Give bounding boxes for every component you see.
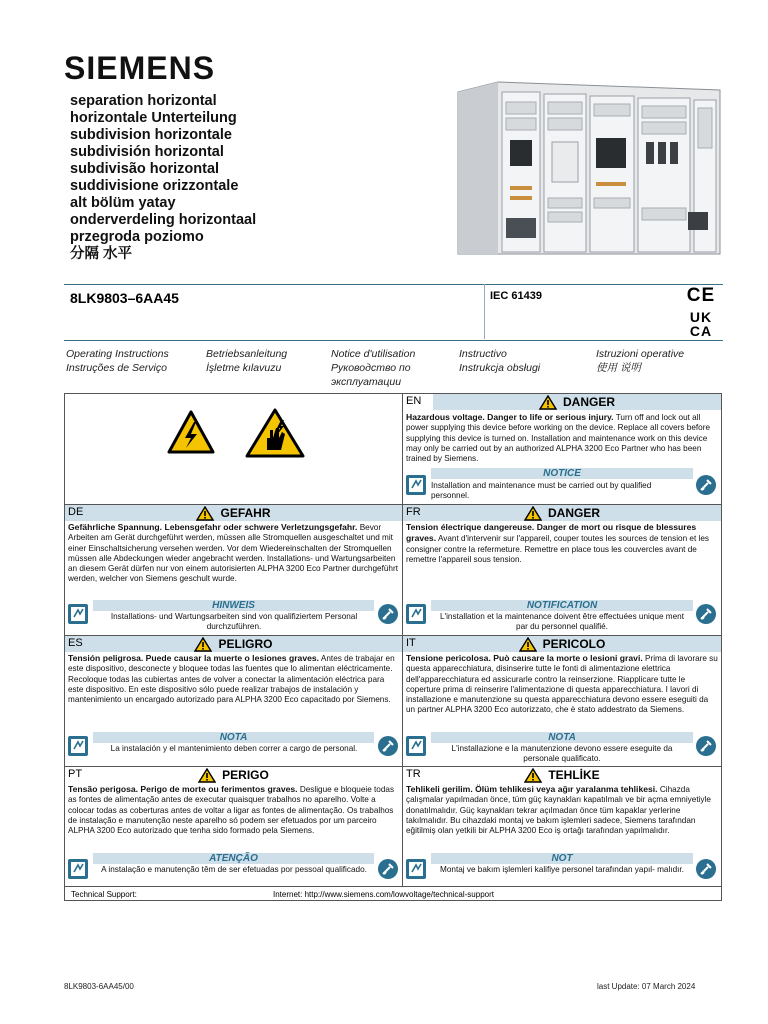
title-en: separation horizontal xyxy=(70,93,217,109)
doc-type-col-5 xyxy=(596,347,720,375)
title-pl: przegroda poziomo xyxy=(70,229,204,245)
warning-text: Turn off and lock out all power supplying this device before working on the device. Replace all covers before supplying this device is turned on. Installation and maintenance work on this device may only be carried out by an authorized ALPHA 3200 Eco Partner who has been trained by Siemens. xyxy=(406,413,711,464)
note-header: NOTA xyxy=(93,732,374,743)
signal-word: DANGER xyxy=(562,395,615,409)
lang-code: FR xyxy=(406,506,421,518)
electrical-panel-icon xyxy=(67,603,89,625)
technical-support-label: Technical Support: xyxy=(71,890,137,899)
note-text: Installations- und Wartungsarbeiten sind von qualifiziertem Personal durchzuführen. xyxy=(110,612,358,631)
signal-word: GEFAHR xyxy=(220,506,271,520)
lang-code: IT xyxy=(406,637,416,649)
warning-body xyxy=(68,784,398,836)
doc-type-col-1 xyxy=(66,347,204,375)
qualified-personnel-tool-icon xyxy=(377,858,399,880)
title-nl: onderverdeling horizontaal xyxy=(70,212,257,228)
doc-type-label: Instruções de Serviço xyxy=(66,362,167,374)
doc-type-col-4 xyxy=(459,347,589,375)
note-text: La instalación y el mantenimiento deben correr a cargo de personal. xyxy=(110,744,358,753)
signal-word-bar xyxy=(433,394,721,410)
warning-lead: Tensione pericolosa. Può causare la morte o lesioni gravi. xyxy=(406,653,643,663)
divider xyxy=(64,284,723,285)
warning-block-pt xyxy=(65,767,402,886)
electrical-panel-icon xyxy=(405,735,427,757)
ce-mark: CE xyxy=(686,285,716,306)
electrical-panel-icon xyxy=(405,858,427,880)
siemens-logo: SIEMENS xyxy=(64,50,216,86)
divider xyxy=(65,886,721,887)
title-es: subdivisión horizontal xyxy=(70,144,224,160)
warning-triangle-icon xyxy=(524,506,542,521)
note-text: Installation and maintenance must be carried out by qualified personnel. xyxy=(431,481,652,500)
qualified-personnel-tool-icon xyxy=(695,858,717,880)
warning-text: Cihazda çalışmalar yapılmadan önce, tüm güç kaynakları kapatılmalı ve bir açma emniyetiyle donatılmalıdır. Güç kaynakları tekrar açılmadan önce tüm kapaklar yerlerine takılmalıdır. Bu cihazdaki montaj ve bakım işlemleri sadece, Siemens tarafından eğitilmiş olan yetkili bir ALPHA 3200 Eco iş ortağı tarafından yapılmalıdır. xyxy=(406,785,711,836)
warning-text: Desligue e bloqueie todas as fontes de alimentação antes de executar quaisquer trabalhos no aparelho. Volte a colocar todas as coberturas antes de voltar a ligar as fontes de alimentação. Os trabalhos de instalação e manutenção neste aparelho só podem ser efetuados por um parceiro ALPHA 3200 Eco autorizado que tenha sido formado pela Siemens. xyxy=(68,785,395,836)
standard-label: IEC 61439 xyxy=(490,290,542,302)
warning-lead: Tensión peligrosa. Puede causar la muerte o lesiones graves. xyxy=(68,653,320,663)
high-voltage-warning-icon xyxy=(167,410,215,454)
doc-type-col-3 xyxy=(331,347,457,389)
doc-type-label: Руководство по эксплуатации xyxy=(331,362,411,388)
warning-block-fr xyxy=(403,505,721,635)
title-zh: 分隔 水平 xyxy=(70,246,133,262)
signal-word: PELIGRO xyxy=(218,637,273,651)
document-id: 8LK9803-6AA45/00 xyxy=(64,982,134,991)
warning-triangle-icon xyxy=(524,768,542,783)
note-header: NOT xyxy=(431,853,693,864)
title-tr: alt bölüm yatay xyxy=(70,195,176,211)
note-header: NOTIFICATION xyxy=(431,600,693,611)
warning-text: Antes de trabajar en este dispositivo, desconecte y bloquee todas las fuentes que lo alimentan eléctricamente. Recoloque todas las cubiertas antes de volver a conectar la alimentación eléctrica para este dispositivo. En este dispositivo sólo puede realizar trabajos de instalación y mantenimiento un encargado autorizado para ALPHA 3200 Eco capacitado por Siemens. xyxy=(68,654,395,705)
signal-word-header xyxy=(403,505,721,521)
lang-code: DE xyxy=(68,506,84,518)
signal-word-header xyxy=(65,767,402,783)
title-it: suddivisione orizzontale xyxy=(70,178,239,194)
warning-body xyxy=(406,653,718,716)
safety-warnings-grid xyxy=(64,393,722,901)
warning-body xyxy=(406,522,718,565)
warning-triangle-icon xyxy=(198,768,216,783)
ukca-mark-bottom: CA xyxy=(689,323,713,339)
signal-word-header xyxy=(403,767,721,783)
note-header: HINWEIS xyxy=(93,600,374,611)
product-title-list xyxy=(70,93,256,263)
warning-block-de xyxy=(65,505,402,635)
title-de: horizontale Unterteilung xyxy=(70,110,237,126)
warning-block-tr xyxy=(403,767,721,886)
warning-text: Prima di lavorare su questa apparecchiatura, disinserire tutte le fonti di alimentazione elettrica dell'apparecchiatura ed assicurarle contro la reinserzione. Riapplicare tutte le coperture prima di reinserire l'alimentazione di questa apparecchiatura. I lavori di installazione e manutenzione su questa apparecchiatura devono essere eseguiti da un partner ALPHA 3200 Eco autorizzato, che è stato addestrato da Siemens. xyxy=(406,654,718,715)
doc-type-label: Instrukcja obsługi xyxy=(459,362,541,374)
ukca-mark-top: UK xyxy=(689,309,713,325)
warning-body xyxy=(406,412,718,464)
qualified-personnel-tool-icon xyxy=(695,474,717,496)
divider xyxy=(64,340,723,341)
qualified-personnel-tool-icon xyxy=(377,603,399,625)
warning-triangle-icon xyxy=(519,637,537,652)
doc-type-label: 使用 说明 xyxy=(596,362,641,374)
warning-text: Avant d'intervenir sur l'appareil, couper toutes les sources de tension et les consigner contre la refermeture. Remettre en place tous les couvercles avant de remettre l'appareil sous tension. xyxy=(406,534,709,564)
warning-triangle-icon xyxy=(196,506,214,521)
title-pt: subdivisão horizontal xyxy=(70,161,220,177)
warning-lead: Gefährliche Spannung. Lebensgefahr oder schwere Verletzungsgefahr. xyxy=(68,522,358,532)
warning-block-it xyxy=(403,636,721,766)
note-text: Montaj ve bakım işlemleri kalifiye personel tarafından yapıl- malıdır. xyxy=(440,865,684,874)
warning-lead: Tension électrique dangereuse. Danger de mort ou risque de blessures graves. xyxy=(406,522,697,544)
warning-block-es xyxy=(65,636,402,766)
note-text: A instalação e manutenção têm de ser efetuadas por pessoal qualificado. xyxy=(101,865,367,874)
doc-type-label: Instructivo xyxy=(459,348,507,360)
qualified-personnel-tool-icon xyxy=(377,735,399,757)
warning-body xyxy=(68,653,398,705)
qualified-personnel-tool-icon xyxy=(695,735,717,757)
product-number: 8LK9803–6AA45 xyxy=(70,290,179,306)
electrical-panel-icon xyxy=(67,858,89,880)
note-header: NOTA xyxy=(431,732,693,743)
qualified-personnel-tool-icon xyxy=(695,603,717,625)
lang-code: ES xyxy=(68,637,83,649)
doc-type-label: Notice d'utilisation xyxy=(331,348,416,360)
warning-body xyxy=(406,784,718,836)
note-text: L'installazione e la manutenzione devono essere eseguite da personale qualificato. xyxy=(451,744,673,763)
doc-type-col-2 xyxy=(206,347,326,375)
note-header: ATENÇÃO xyxy=(93,853,374,864)
electrical-panel-icon xyxy=(405,474,427,496)
warning-lead: Hazardous voltage. Danger to life or serious injury. xyxy=(406,412,614,422)
signal-word: PERIGO xyxy=(222,768,269,782)
technical-support-link[interactable]: Internet: http://www.siemens.com/lowvoltage/technical-support xyxy=(273,890,494,899)
switchboard-illustration xyxy=(450,78,730,270)
warning-lead: Tehlikeli gerilim. Ölüm tehlikesi veya ağır yaralanma tehlikesi. xyxy=(406,784,658,794)
title-fr: subdivision horizontale xyxy=(70,127,232,143)
lang-code: EN xyxy=(406,395,422,407)
doc-type-label: Istruzioni operative xyxy=(596,348,685,360)
lang-code: TR xyxy=(406,768,421,780)
warning-body xyxy=(68,522,398,585)
note-header: NOTICE xyxy=(431,468,693,479)
electric-shock-hand-warning-icon xyxy=(245,408,305,458)
electrical-panel-icon xyxy=(67,735,89,757)
doc-type-label: İşletme kılavuzu xyxy=(206,362,282,374)
warning-triangle-icon xyxy=(539,395,557,410)
hazard-pictograms xyxy=(65,394,402,504)
divider xyxy=(484,284,485,339)
signal-word: TEHLİKE xyxy=(548,768,600,782)
signal-word: PERICOLO xyxy=(542,637,606,651)
certification-marks xyxy=(685,286,717,338)
warning-block-en xyxy=(403,394,721,504)
electrical-panel-icon xyxy=(405,603,427,625)
doc-type-label: Betriebsanleitung xyxy=(206,348,288,360)
signal-word-header xyxy=(403,636,721,652)
last-update: last Update: 07 March 2024 xyxy=(597,982,696,991)
warning-triangle-icon xyxy=(194,637,212,652)
signal-word-header xyxy=(65,505,402,521)
warning-text: Bevor Arbeiten am Gerät durchgeführt werden, müssen alle Stromquellen ausgeschaltet und mit einer Einschaltsicherung versehen werden. Vor dem Wiedereinschalten der Stromquellen müssen alle Abdeckungen wieder angebracht werden. Installations- und Wartungsarbeiten an diesem Gerät dürfen nur von einem autorisierten ALPHA 3200 Eco Partner durchgeführt werden, welcher von Siemens geschult wurde. xyxy=(68,523,398,584)
warning-lead: Tensão perigosa. Perigo de morte ou ferimentos graves. xyxy=(68,784,298,794)
signal-word-header xyxy=(65,636,402,652)
signal-word: DANGER xyxy=(547,506,600,520)
note-text: L'installation et la maintenance doivent être effectuées unique ment par du personnel qualifié. xyxy=(439,612,684,631)
doc-type-label: Operating Instructions xyxy=(66,348,169,360)
lang-code: PT xyxy=(68,768,83,780)
